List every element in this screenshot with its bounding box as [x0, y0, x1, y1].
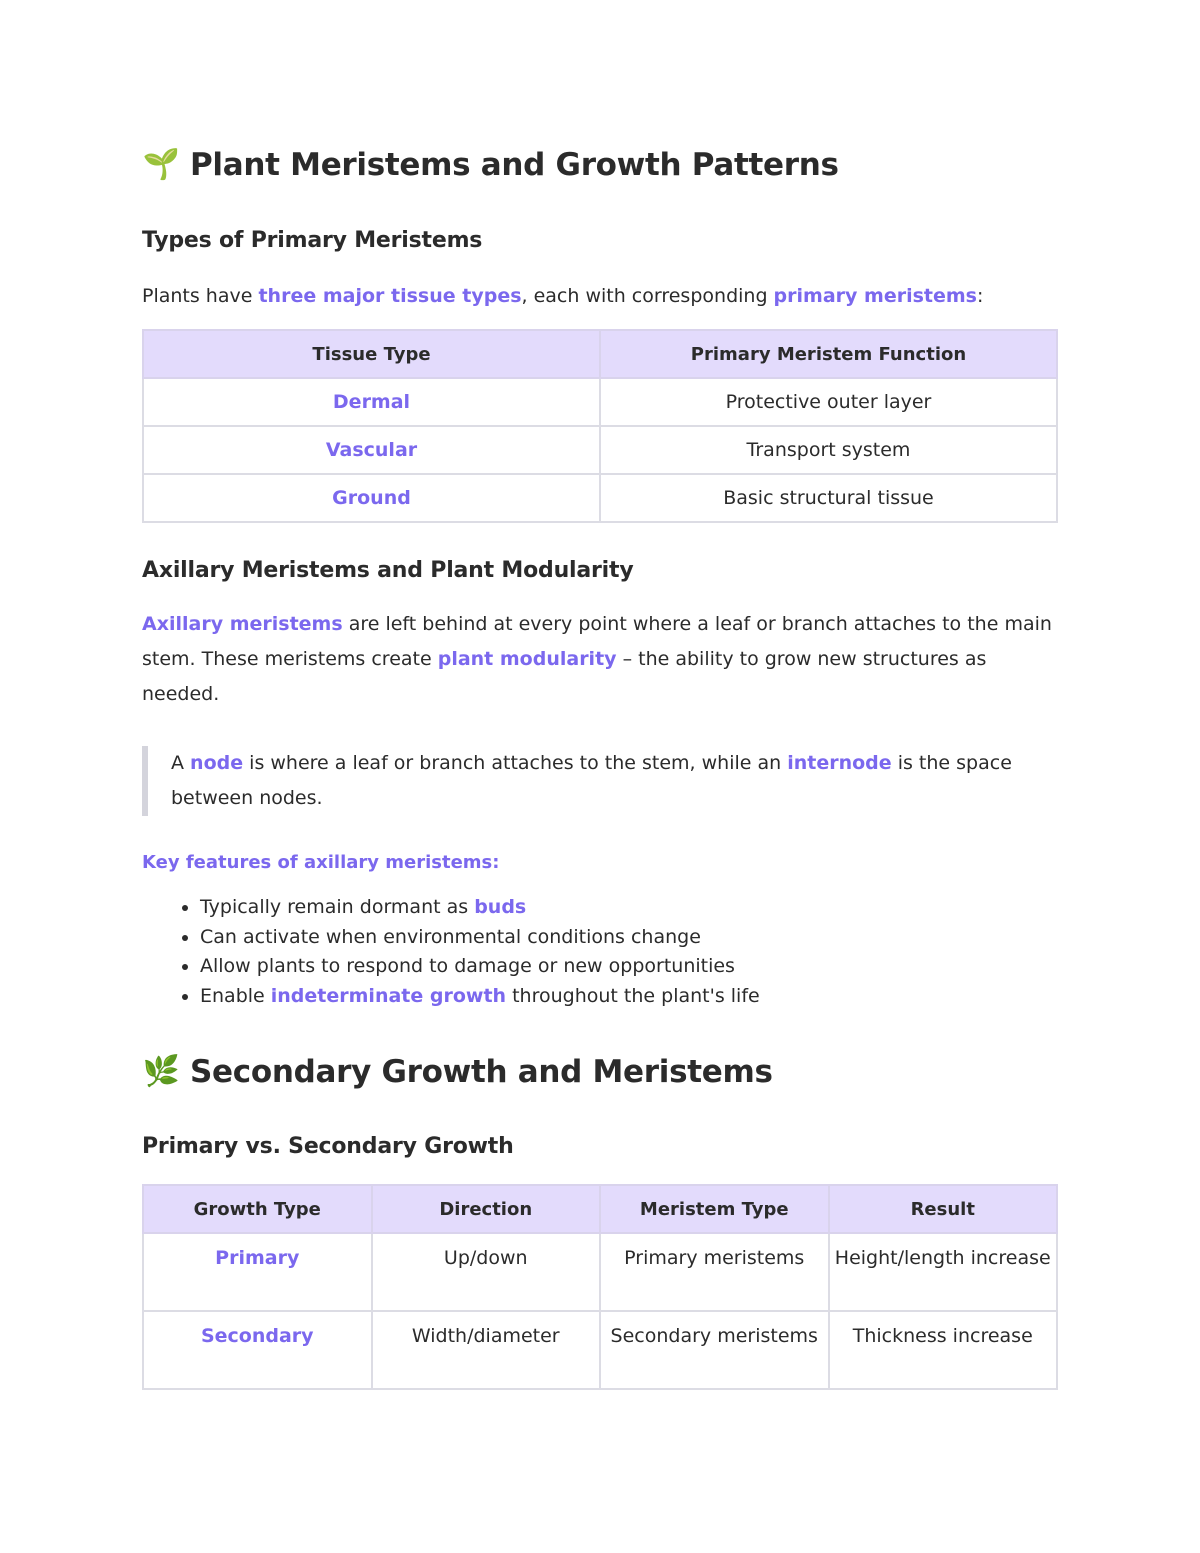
result-cell: Thickness increase	[829, 1311, 1058, 1389]
tissue-type-table	[142, 329, 1058, 523]
function-cell: Basic structural tissue	[600, 474, 1057, 522]
meristem-type-cell: Primary meristems	[600, 1233, 829, 1311]
section-title-text: Secondary Growth and Meristems	[190, 1054, 773, 1090]
meristem-type-cell: Secondary meristems	[600, 1311, 829, 1389]
direction-cell: Up/down	[372, 1233, 601, 1311]
feature-text: Typically remain dormant as	[200, 896, 475, 918]
key-features-title: Key features of axillary meristems:	[142, 852, 500, 873]
table-row	[143, 1311, 1057, 1389]
function-cell: Transport system	[600, 426, 1057, 474]
feature-text: Can activate when environmental conditions change	[200, 925, 701, 948]
section-title-text: Plant Meristems and Growth Patterns	[190, 147, 839, 183]
list-item	[200, 982, 1058, 1012]
herb-icon: 🌿	[142, 1054, 180, 1089]
result-cell: Height/length increase	[829, 1233, 1058, 1311]
axillary-text-2: – the ability to grow new structures as needed.	[142, 648, 987, 705]
feature-text: throughout the plant's life	[506, 984, 760, 1007]
highlight-primary-meristems: primary meristems	[773, 285, 977, 307]
document-content	[142, 140, 1058, 1390]
column-header: Tissue Type	[143, 330, 600, 378]
quote-text	[171, 746, 1058, 816]
feature-text: Enable	[200, 984, 271, 1007]
axillary-text-1: are left behind at every point where a leaf or branch attaches to the main stem. These meristems create	[142, 613, 1052, 670]
growth-type-cell: Secondary	[143, 1311, 372, 1389]
seedling-icon: 🌱	[142, 147, 180, 182]
list-item	[200, 923, 1058, 953]
function-cell: Protective outer layer	[600, 378, 1057, 426]
growth-type-cell: Primary	[143, 1233, 372, 1311]
list-item	[200, 952, 1058, 982]
highlight-axillary-meristems: Axillary meristems	[142, 613, 343, 635]
direction-cell: Width/diameter	[372, 1311, 601, 1389]
highlight-buds: buds	[474, 896, 527, 918]
table-row	[143, 426, 1057, 474]
column-header: Meristem Type	[600, 1185, 829, 1233]
intro-text-2: , each with corresponding	[521, 285, 774, 307]
tissue-type-cell: Ground	[143, 474, 600, 522]
axillary-paragraph	[142, 607, 1058, 712]
tissue-type-cell: Dermal	[143, 378, 600, 426]
quote-text-2: is where a leaf or branch attaches to the stem, while an	[243, 752, 788, 774]
column-header: Direction	[372, 1185, 601, 1233]
tissue-type-cell: Vascular	[143, 426, 600, 474]
quote-text-1: A	[171, 752, 191, 774]
highlight-three-tissue-types: three major tissue types	[258, 285, 522, 307]
heading-primary-meristems: Types of Primary Meristems	[142, 228, 483, 253]
blockquote-node	[142, 746, 1058, 816]
section-title-secondary-growth	[142, 1047, 1058, 1097]
table-row	[143, 378, 1057, 426]
highlight-plant-modularity: plant modularity	[437, 648, 617, 670]
highlight-node: node	[190, 752, 244, 774]
list-item	[200, 893, 1058, 923]
table-row	[143, 1233, 1057, 1311]
intro-paragraph	[142, 279, 1058, 314]
column-header: Primary Meristem Function	[600, 330, 1057, 378]
highlight-indeterminate-growth: indeterminate growth	[270, 984, 507, 1007]
section-title-meristems	[142, 140, 1058, 190]
table-header-row	[143, 1185, 1057, 1233]
table-header-row	[143, 330, 1057, 378]
column-header: Result	[829, 1185, 1058, 1233]
quote-text-3: is the space between nodes.	[171, 752, 1012, 809]
growth-type-table	[142, 1184, 1058, 1390]
intro-text-3: :	[976, 285, 984, 307]
table-row	[143, 474, 1057, 522]
feature-text: Allow plants to respond to damage or new opportunities	[200, 955, 735, 977]
key-features-list	[142, 893, 1058, 1011]
highlight-internode: internode	[787, 752, 892, 774]
intro-text-1: Plants have	[142, 285, 259, 307]
heading-primary-vs-secondary: Primary vs. Secondary Growth	[142, 1134, 514, 1159]
heading-axillary-meristems: Axillary Meristems and Plant Modularity	[142, 558, 634, 583]
column-header: Growth Type	[143, 1185, 372, 1233]
